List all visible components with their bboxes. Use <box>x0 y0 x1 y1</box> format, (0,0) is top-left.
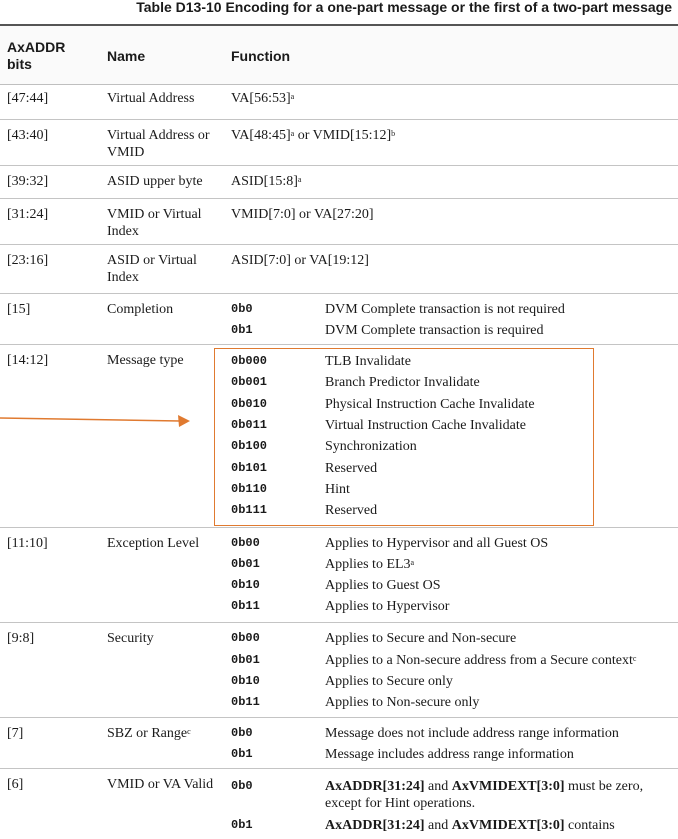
encoding-code: 0b000 <box>231 354 268 368</box>
encoding-code: 0b010 <box>231 397 268 411</box>
encoding-code: 0b10 <box>231 578 260 592</box>
bits-cell: [9:8] <box>7 631 35 646</box>
bits-cell: [47:44] <box>7 91 49 106</box>
table-row <box>0 83 678 120</box>
name-cell: Virtual Address or VMID <box>107 128 210 160</box>
encoding-code: 0b1 <box>231 323 253 337</box>
table-row <box>0 769 678 839</box>
table-row <box>0 166 678 199</box>
function-cell: VA[56:53]$^a$ <box>231 91 295 106</box>
encoding-code: 0b111 <box>231 503 268 517</box>
encoding-desc: Physical Instruction Cache Invalidate <box>325 397 535 412</box>
encoding-code: 0b101 <box>231 461 268 475</box>
header-axaddr-bits: AxADDR bits <box>7 39 66 72</box>
encoding-desc: Applies to Hypervisor and all Guest OS <box>325 536 549 551</box>
bits-cell: [23:16] <box>7 253 49 268</box>
table-row <box>0 294 678 345</box>
encoding-desc: Virtual Instruction Cache Invalidate <box>325 418 526 433</box>
encoding-code: 0b110 <box>231 482 268 496</box>
encoding-desc: Applies to a Non-secure address from a Secure context$^c$ <box>325 653 637 668</box>
encoding-desc: Applies to Non-secure only <box>325 695 480 710</box>
encoding-code: 0b00 <box>231 536 260 550</box>
name-cell: ASID upper byte <box>107 174 203 189</box>
table-row <box>0 245 678 294</box>
bits-cell: [7] <box>7 726 24 741</box>
table-row <box>0 718 678 769</box>
table-row <box>0 623 678 718</box>
name-cell: SBZ or Range$^c$ <box>107 726 191 741</box>
function-cell: ASID[7:0] or VA[19:12] <box>231 253 369 268</box>
name-cell: Exception Level <box>107 536 200 551</box>
encoding-desc: TLB Invalidate <box>325 354 411 369</box>
encoding-desc: Applies to Guest OS <box>325 578 441 593</box>
table-row <box>0 120 678 166</box>
encoding-code: 0b100 <box>231 439 268 453</box>
encoding-desc: Branch Predictor Invalidate <box>325 375 480 390</box>
name-cell: Message type <box>107 353 184 368</box>
function-cell: VA[48:45]$^a$ or VMID[15:12]$^b$ <box>231 128 396 143</box>
encoding-code: 0b01 <box>231 557 260 571</box>
encoding-code: 0b0 <box>231 779 253 793</box>
header-function: Function <box>231 48 291 64</box>
encoding-desc: DVM Complete transaction is required <box>325 323 544 338</box>
bits-cell: [39:32] <box>7 174 49 189</box>
encoding-code: 0b1 <box>231 818 253 832</box>
encoding-code: 0b0 <box>231 302 253 316</box>
name-cell: VMID or Virtual Index <box>107 207 202 239</box>
encoding-desc: DVM Complete transaction is not required <box>325 302 565 317</box>
bits-cell: [6] <box>7 777 24 792</box>
encoding-desc: Hint <box>325 482 350 497</box>
name-cell: ASID or Virtual Index <box>107 253 197 285</box>
encoding-desc: Applies to Hypervisor <box>325 599 450 614</box>
encoding-code: 0b11 <box>231 599 260 613</box>
function-cell: VMID[7:0] or VA[27:20] <box>231 207 374 222</box>
encoding-code: 0b011 <box>231 418 268 432</box>
table-row <box>0 528 678 623</box>
encoding-code: 0b01 <box>231 653 260 667</box>
name-cell: Virtual Address <box>107 91 195 106</box>
name-cell: Completion <box>107 302 174 317</box>
encoding-desc: Applies to Secure only <box>325 674 453 689</box>
encoding-desc: Reserved <box>325 503 378 518</box>
encoding-code: 0b00 <box>231 631 260 645</box>
encoding-desc: Applies to EL3$^a$ <box>325 557 415 572</box>
name-cell: VMID or VA Valid <box>107 777 214 792</box>
encoding-desc: Message includes address range information <box>325 747 574 762</box>
function-cell: ASID[15:8]$^a$ <box>231 174 302 189</box>
encoding-code: 0b10 <box>231 674 260 688</box>
table-caption: Table D13-10 Encoding for a one-part message or the first of a two-part message <box>136 0 672 15</box>
encoding-code: 0b0 <box>231 726 253 740</box>
encoding-desc: Message does not include address range information <box>325 726 619 741</box>
encoding-desc: AxADDR[31:24] and AxVMIDEXT[3:0] contains <box>325 818 615 833</box>
arrow-icon <box>0 406 195 430</box>
table-row <box>0 199 678 245</box>
encoding-desc: Applies to Secure and Non-secure <box>325 631 517 646</box>
encoding-desc: Reserved <box>325 461 378 476</box>
table-row <box>0 345 678 528</box>
name-cell: Security <box>107 631 154 646</box>
bits-cell: [31:24] <box>7 207 49 222</box>
encoding-code: 0b1 <box>231 747 253 761</box>
encoding-code: 0b11 <box>231 695 260 709</box>
bits-cell: [14:12] <box>7 353 49 368</box>
table-header <box>0 24 678 85</box>
header-name: Name <box>107 48 146 64</box>
bits-cell: [15] <box>7 302 31 317</box>
bits-cell: [43:40] <box>7 128 49 143</box>
encoding-desc: AxADDR[31:24] and AxVMIDEXT[3:0] must be zero, except for Hint operations. <box>325 779 644 811</box>
bits-cell: [11:10] <box>7 536 48 551</box>
encoding-desc: Synchronization <box>325 439 417 454</box>
encoding-code: 0b001 <box>231 375 268 389</box>
